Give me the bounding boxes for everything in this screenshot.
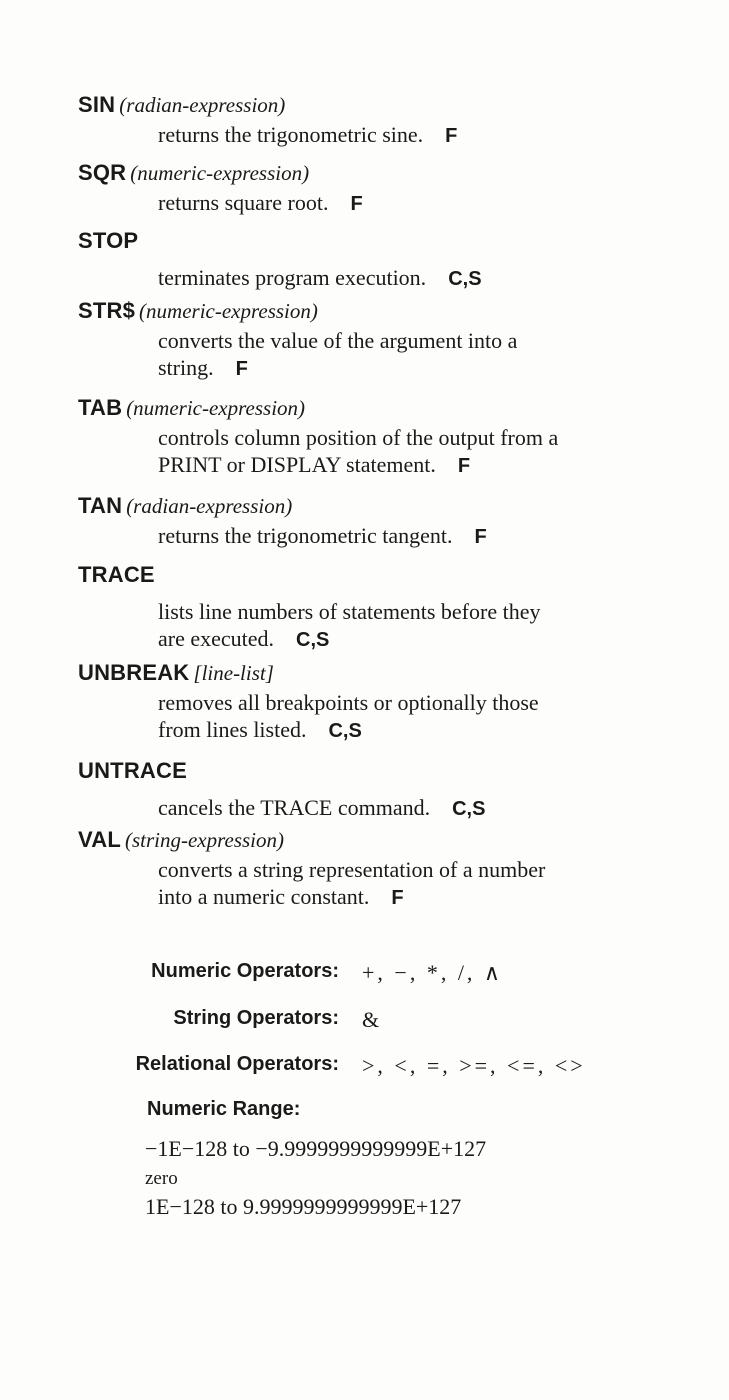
entry-keyword: VAL (78, 827, 121, 852)
entry-description: controls column position of the output from a PRINT or DISPLAY statement. F (158, 425, 559, 477)
entry-keyword: SIN (78, 92, 116, 117)
entry-tan (78, 493, 698, 551)
entry-flag: C,S (448, 268, 482, 290)
entry-sin (78, 92, 698, 150)
entry-keyword: TRACE (78, 562, 155, 587)
entry-tab (78, 395, 698, 480)
entry-description: returns the trigonometric tangent. F (158, 523, 487, 548)
entry-keyword: SQR (78, 160, 127, 185)
entry-keyword: UNTRACE (78, 758, 187, 783)
entry-description: returns the trigonometric sine. F (158, 122, 458, 147)
entry-trace (78, 562, 698, 654)
entry-sqr (78, 160, 698, 218)
entry-str (78, 298, 698, 383)
numeric-operators-label: Numeric Operators: (151, 960, 339, 982)
entry-keyword: STOP (78, 228, 139, 253)
entry-keyword: TAB (78, 395, 123, 420)
entry-flag: F (445, 125, 458, 147)
entry-argument: (string-expression) (124, 828, 284, 852)
entry-untrace (78, 758, 698, 823)
string-operators-row (0, 1007, 729, 1037)
entry-keyword: TAN (78, 493, 123, 518)
relational-operators-label: Relational Operators: (135, 1053, 339, 1075)
string-operators-label: String Operators: (173, 1007, 339, 1029)
entry-keyword: STR$ (78, 298, 136, 323)
entry-description: removes all breakpoints or optionally those from lines listed. C,S (158, 690, 539, 742)
entry-stop (78, 228, 698, 293)
entry-keyword: UNBREAK (78, 660, 190, 685)
numeric-range-positive: 1E−128 to 9.9999999999999E+127 (145, 1194, 462, 1219)
entry-flag: C,S (452, 798, 486, 820)
entry-description: terminates program execution. C,S (158, 265, 482, 290)
entry-argument: (radian-expression) (126, 494, 293, 518)
relational-operators-value: >, <, =, >=, <=, <> (362, 1053, 586, 1078)
numeric-operators-row (0, 960, 729, 990)
entry-description: lists line numbers of statements before they are executed. C,S (158, 599, 541, 651)
numeric-range-title: Numeric Range: (147, 1098, 301, 1120)
entry-unbreak (78, 660, 698, 745)
entry-flag: C,S (296, 629, 330, 651)
entry-flag: F (474, 526, 487, 548)
string-operators-value: & (362, 1007, 383, 1032)
entry-flag: F (391, 887, 404, 909)
entry-flag: F (350, 193, 363, 215)
entry-flag: F (235, 358, 248, 380)
entry-flag: F (457, 455, 471, 477)
entry-argument: (radian-expression) (119, 93, 286, 117)
entry-argument: (numeric-expression) (130, 161, 310, 185)
entry-description: converts the value of the argument into a string. F (158, 328, 518, 380)
entry-description: cancels the TRACE command. C,S (158, 795, 486, 820)
entry-flag: C,S (328, 720, 362, 742)
numeric-range-zero: zero (145, 1168, 178, 1189)
entry-argument: [line-list] (193, 661, 274, 685)
numeric-operators-value: +, −, *, /, ∧ (362, 960, 504, 985)
numeric-range-negative: −1E−128 to −9.9999999999999E+127 (145, 1136, 487, 1161)
entry-description: converts a string representation of a number into a numeric constant. F (158, 857, 546, 909)
entry-argument: (numeric-expression) (126, 396, 306, 420)
entry-val (78, 827, 698, 912)
entry-description: returns square root. F (158, 190, 363, 215)
relational-operators-row (0, 1053, 729, 1083)
entry-argument: (numeric-expression) (139, 299, 318, 323)
